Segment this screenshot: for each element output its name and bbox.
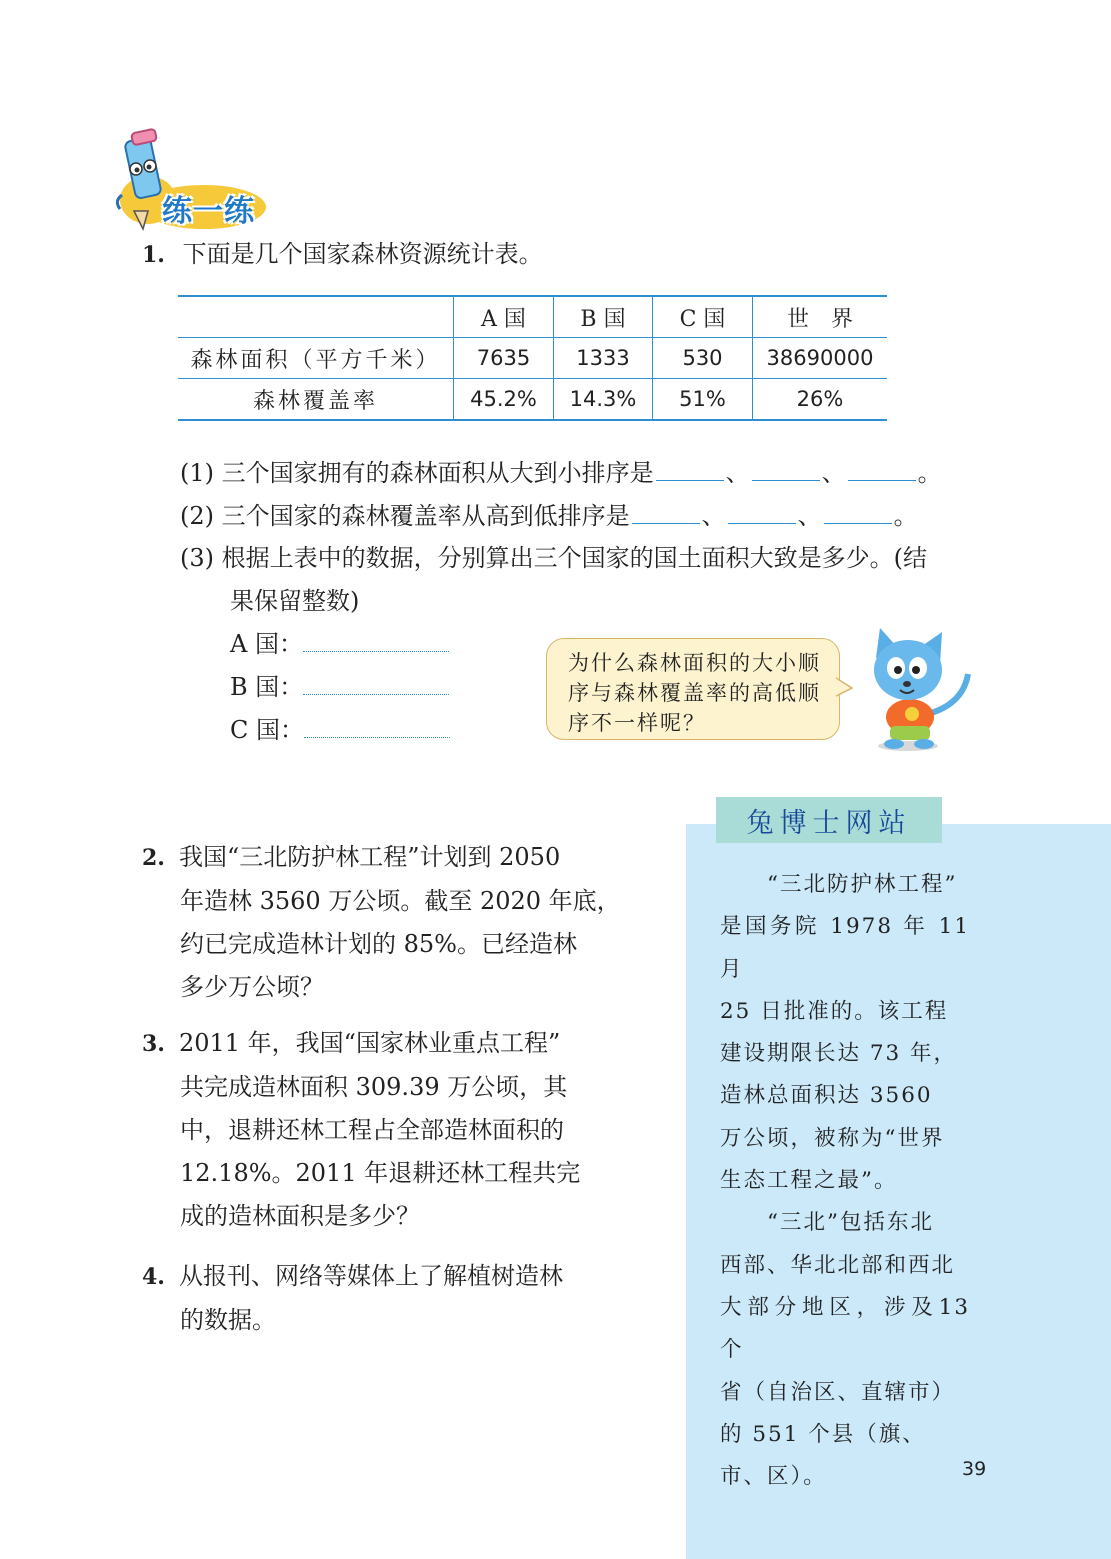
table-cell: 26%	[753, 379, 888, 421]
side-line: 造林总面积达 3560	[720, 1083, 933, 1109]
table-row	[178, 338, 887, 379]
side-line: 25 日批准的。该工程	[720, 998, 949, 1024]
cat-mascot-icon	[858, 624, 973, 754]
question-line: 从报刊、网络等媒体上了解植树造林	[178, 1262, 563, 1290]
question-number: 3.	[142, 1031, 165, 1057]
table-cell: 1333	[554, 338, 653, 379]
question-2	[142, 836, 621, 1009]
sub-question-3-cont: 果保留整数)	[230, 587, 360, 615]
answer-blank[interactable]	[728, 505, 796, 524]
table-cell: 7635	[454, 338, 554, 379]
column-header: C 国	[653, 296, 753, 338]
sub-question-2	[180, 496, 918, 531]
side-line: 省（自治区、直辖市）	[720, 1379, 956, 1405]
page-number: 39	[962, 1458, 987, 1480]
separator: 、	[797, 502, 822, 530]
question-line: 12.18%。2011 年退耕还林工程共完	[180, 1159, 581, 1187]
question-line: 成的造林面积是多少？	[180, 1202, 420, 1230]
answer-dotted-line[interactable]	[304, 721, 450, 738]
side-line: 西部、华北北部和西北	[720, 1252, 956, 1278]
question-3	[142, 1022, 580, 1238]
answer-blank[interactable]	[824, 505, 892, 524]
table-header-row	[178, 296, 887, 338]
separator: 、	[725, 459, 750, 487]
table-cell: 45.2%	[454, 379, 554, 421]
side-line: 是国务院 1978 年 11 月	[720, 914, 970, 982]
table-cell: 530	[653, 338, 753, 379]
sub-question-1	[180, 453, 942, 488]
question-line: 共完成造林面积 309.39 万公顷，其	[180, 1073, 568, 1101]
answer-blank[interactable]	[656, 462, 724, 481]
side-line: 的 551 个县（旗、	[720, 1421, 926, 1447]
sub-question-text: (2) 三个国家的森林覆盖率从高到低排序是	[180, 502, 630, 530]
table-cell: 38690000	[753, 338, 888, 379]
answer-line-c	[230, 710, 450, 745]
answer-line-a	[230, 624, 449, 659]
question-line: 年造林 3560 万公顷。截至 2020 年底，	[180, 887, 621, 915]
question-number: 1.	[142, 242, 165, 268]
side-line: 市、区）。	[720, 1464, 827, 1490]
answer-dotted-line[interactable]	[303, 678, 449, 695]
column-header: 世 界	[753, 296, 888, 338]
question-line: 我国“三北防护林工程”计划到 2050	[178, 843, 561, 871]
period: 。	[917, 459, 942, 487]
row-label: 森林覆盖率	[178, 379, 454, 421]
answer-label: B 国：	[230, 673, 304, 701]
question-line: 多少万公顷？	[180, 973, 324, 1001]
table-row	[178, 379, 887, 421]
side-line: “三北”包括东北	[720, 1210, 934, 1236]
question-line: 2011 年，我国“国家林业重点工程”	[178, 1029, 561, 1057]
sub-question-3: (3) 根据上表中的数据，分别算出三个国家的国土面积大致是多少。(结	[180, 544, 927, 572]
separator: 、	[821, 459, 846, 487]
period: 。	[893, 502, 918, 530]
question-line: 中，退耕还林工程占全部造林面积的	[180, 1116, 564, 1144]
row-label: 森林面积（平方千米）	[178, 338, 454, 379]
answer-label: A 国：	[230, 630, 303, 658]
side-panel-body	[720, 864, 970, 1498]
side-panel-title: 兔博士网站	[746, 808, 912, 839]
table-corner	[178, 296, 454, 338]
side-line: “三北防护林工程”	[720, 872, 958, 897]
table-cell: 14.3%	[554, 379, 653, 421]
answer-dotted-line[interactable]	[303, 635, 449, 652]
question-1	[142, 233, 543, 277]
question-4	[142, 1255, 563, 1342]
side-line: 生态工程之最”。	[720, 1168, 898, 1194]
answer-blank[interactable]	[752, 462, 820, 481]
question-line: 的数据。	[180, 1306, 276, 1334]
column-header: B 国	[554, 296, 653, 338]
column-header: A 国	[454, 296, 554, 338]
question-text: 下面是几个国家森林资源统计表。	[182, 240, 543, 268]
side-line: 万公顷，被称为“世界	[720, 1125, 945, 1151]
bubble-text: 为什么森林面积的大小顺序与森林覆盖率的高低顺序不一样呢？	[568, 651, 821, 735]
table-cell: 51%	[653, 379, 753, 421]
answer-line-b	[230, 667, 449, 702]
side-line: 大部分地区，涉及13 个	[720, 1294, 970, 1363]
forest-stats-table	[178, 295, 887, 421]
question-line: 约已完成造林计划的 85%。已经造林	[180, 930, 577, 958]
sub-question-text: (1) 三个国家拥有的森林面积从大到小排序是	[180, 459, 654, 487]
answer-blank[interactable]	[848, 462, 916, 481]
question-number: 4.	[142, 1264, 165, 1290]
question-number: 2.	[142, 845, 165, 871]
answer-label: C 国：	[230, 716, 304, 744]
separator: 、	[701, 502, 726, 530]
side-line: 建设期限长达 73 年，	[720, 1041, 958, 1067]
bubble-tail-icon	[836, 676, 854, 700]
section-title: 练一练	[162, 194, 255, 229]
answer-blank[interactable]	[632, 505, 700, 524]
